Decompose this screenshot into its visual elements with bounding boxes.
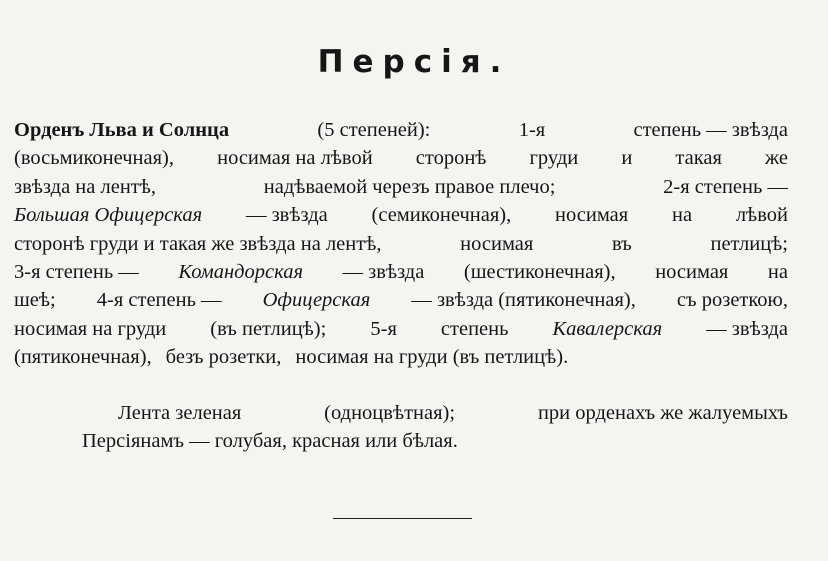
text-fragment: въ <box>612 232 632 255</box>
text-fragment: Персіянамъ — голубая, красная или бѣлая. <box>82 430 458 453</box>
text-fragment: же <box>764 147 788 170</box>
text-fragment: лѣвой <box>735 204 788 227</box>
text-fragment: степень <box>440 317 509 340</box>
text-fragment: шеѣ; <box>14 289 56 312</box>
text-fragment: (восьмиконечная), <box>14 147 175 170</box>
text-fragment: носимая на груди (въ петлицѣ). <box>295 346 569 369</box>
text-fragment: 1-я <box>518 119 546 141</box>
text-fragment: (одноцвѣтная); <box>324 402 456 424</box>
text-fragment: съ розеткою, <box>676 289 788 312</box>
text-fragment: (семиконечная), <box>371 204 512 227</box>
text-fragment: — звѣзда <box>245 204 328 227</box>
text-fragment: сторонѣ груди и такая же звѣзда на лентѣ, <box>14 232 382 255</box>
degree-name: Кавалерская <box>552 317 663 340</box>
order-name: Орденъ Льва и Солнца <box>14 119 230 141</box>
text-fragment: груди <box>529 147 579 170</box>
text-fragment: и <box>621 147 633 170</box>
text-fragment: (5 степеней): <box>317 119 431 141</box>
text-fragment: носимая на груди <box>14 317 167 340</box>
text-fragment: 5-я <box>370 317 397 340</box>
text-line <box>82 427 788 455</box>
ribbon-description-paragraph <box>82 399 788 456</box>
degree-name: Командорская <box>178 261 303 284</box>
text-fragment: такая <box>675 147 722 170</box>
text-fragment: — звѣзда <box>706 317 788 340</box>
text-fragment: (пятиконечная), <box>14 346 152 369</box>
text-line <box>14 144 788 172</box>
text-fragment: при орденахъ же жалуемыхъ <box>537 402 788 424</box>
page-title: Персія. <box>317 44 511 80</box>
text-fragment: (въ петлицѣ); <box>210 317 327 340</box>
text-fragment: на <box>767 261 788 284</box>
text-fragment: 4-я степень — <box>96 289 222 312</box>
text-line <box>14 343 788 371</box>
text-line <box>82 399 788 427</box>
degree-name: Большая Офицерская <box>14 204 203 227</box>
text-fragment: Лента зеленая <box>118 402 242 424</box>
section-divider <box>333 518 472 519</box>
text-fragment: носимая на лѣвой <box>217 147 373 170</box>
text-fragment: на <box>671 204 693 227</box>
order-description-paragraph <box>14 116 788 372</box>
text-fragment: 2-я степень — <box>663 175 788 198</box>
text-line <box>14 173 788 201</box>
text-fragment: носимая <box>555 204 629 227</box>
text-line <box>14 230 788 258</box>
text-line <box>14 116 788 144</box>
text-fragment: носимая <box>655 261 729 284</box>
text-fragment: (шестиконечная), <box>463 261 616 284</box>
text-line <box>14 201 788 229</box>
text-fragment: сторонѣ <box>415 147 487 170</box>
text-fragment: петлицѣ; <box>710 232 788 255</box>
text-fragment: степень — звѣзда <box>633 119 788 141</box>
text-fragment: звѣзда на лентѣ, <box>14 175 156 198</box>
text-line <box>14 286 788 314</box>
text-fragment: — звѣзда <box>342 261 425 284</box>
text-line <box>14 258 788 286</box>
text-line <box>14 315 788 343</box>
text-fragment: носимая <box>460 232 534 255</box>
degree-name: Офицерская <box>262 289 371 312</box>
text-fragment: безъ розетки, <box>165 346 282 369</box>
text-fragment: — звѣзда (пятиконечная), <box>411 289 636 312</box>
text-fragment: надѣваемой черезъ правое плечо; <box>263 175 556 198</box>
text-fragment: 3-я степень — <box>14 261 139 284</box>
